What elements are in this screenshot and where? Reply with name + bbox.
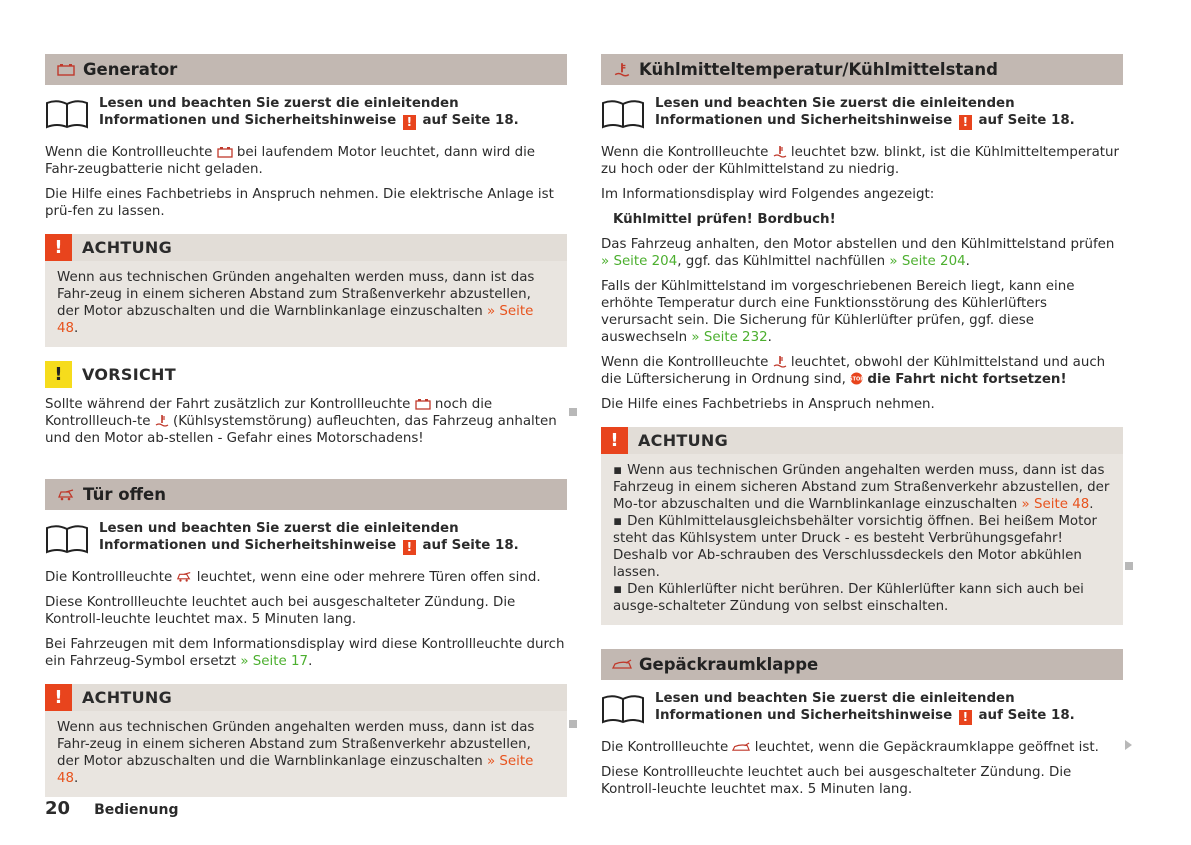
bullet-item: ▪ Wenn aus technischen Gründen angehalten werden muss, dann ist das Fahrzeug in einem sicheren Abstand zum Straßenverkehr abzustellen, der Mo-tor abzuschalten und die Warnblinkanlage einzuschalten » Seite 48. [613, 462, 1111, 513]
page-number: 20 [45, 798, 71, 819]
page-link[interactable]: » Seite 204 [889, 254, 966, 269]
stop-icon [850, 372, 863, 385]
warning-text: Wenn aus technischen Gründen angehalten werden muss, dann ist das Fahr-zeug in einem sicheren Abstand zum Straßenverkehr abzustellen, der Motor abzuschalten und die Warnblinkanlage einzuschalten » Seite 48. [57, 720, 535, 786]
paragraph: Das Fahrzeug anhalten, den Motor abstellen und den Kühlmittelstand prüfen » Seite 204, ggf. das Kühlmittel nachfüllen » Seite 204. [601, 237, 1115, 269]
page-footer [45, 800, 178, 819]
read-note-suffix: auf Seite 18. [978, 113, 1075, 128]
warning-icon: ! [601, 427, 628, 454]
book-icon [45, 99, 89, 129]
warning-icon: ! [403, 540, 416, 555]
paragraph: Diese Kontrollleuchte leuchtet auch bei ausgeschalteter Zündung. Die Kontroll-leuchte leuchtet max. 5 Minuten lang. [601, 765, 1072, 797]
read-note-text: Lesen und beachten Sie zuerst die einleitenden Informationen und Sicherheitshinweise [655, 691, 1015, 723]
paragraph: Falls der Kühlmittelstand im vorgeschriebenen Bereich liegt, kann eine erhöhte Temperatur durch eine Funktionsstörung des Kühlerlüfters verursacht sein. Die Sicherung für Kühlerlüfter prüfen, ggf. diese auswechseln » Seite 232. [601, 279, 1075, 345]
warning-block [45, 684, 567, 797]
paragraph: Wenn die Kontrollleuchte leuchtet bzw. blinkt, ist die Kühlmitteltemperatur zu hoch oder der Kühlmittelstand zu niedrig. [601, 145, 1120, 177]
section-end-marker [569, 720, 577, 728]
battery-icon [415, 398, 431, 410]
caution-title: VORSICHT [82, 365, 176, 384]
section-end-marker [569, 408, 577, 416]
door-open-icon [57, 488, 75, 502]
warning-icon: ! [403, 115, 416, 130]
caution-icon: ! [45, 361, 72, 388]
page-link[interactable]: » Seite 204 [601, 254, 678, 269]
read-note [601, 690, 1123, 725]
warning-text [601, 454, 1123, 615]
section-header-tuer-offen [45, 479, 567, 510]
paragraph: Die Kontrollleuchte leuchtet, wenn die Gepäckraumklappe geöffnet ist. [601, 740, 1099, 755]
bullet-item: ▪ Den Kühlmittelausgleichsbehälter vorsichtig öffnen. Bei heißem Motor steht das Kühlsystem unter Druck - es besteht Verbrühungsgefahr! Deshalb vor Ab-schrauben des Verschlussdeckels den Motor abkühlen lassen. [613, 513, 1111, 581]
continue-arrow-icon [1125, 740, 1132, 750]
section-end-marker [1125, 562, 1133, 570]
paragraph: Im Informationsdisplay wird Folgendes angezeigt: [601, 187, 935, 202]
left-column [45, 54, 567, 797]
coolant-icon [773, 145, 787, 158]
paragraph: Die Hilfe eines Fachbetriebs in Anspruch nehmen. [601, 397, 935, 412]
book-icon [45, 524, 89, 554]
read-note-text: Lesen und beachten Sie zuerst die einleitenden Informationen und Sicherheitshinweise [99, 96, 459, 128]
warning-title: ACHTUNG [638, 431, 729, 450]
coolant-icon [773, 355, 787, 368]
paragraph: Wenn die Kontrollleuchte leuchtet, obwohl der Kühlmittelstand und auch die Lüftersicherung in Ordnung sind, STOP die Fahrt nicht fortsetzen! [601, 355, 1106, 387]
read-note [45, 520, 567, 555]
trunk-open-icon [732, 742, 750, 753]
battery-icon [57, 63, 75, 77]
section-header-generator [45, 54, 567, 85]
warning-icon: ! [45, 234, 72, 261]
caution-text: Sollte während der Fahrt zusätzlich zur Kontrollleuchte noch die Kontrollleuch-te (Kühlsystemstörung) aufleuchten, das Fahrzeug anhalten und den Motor ab-stellen - Gefahr eines Motorschadens! [45, 397, 557, 446]
paragraph: Wenn die Kontrollleuchte bei laufendem Motor leuchtet, dann wird die Fahr-zeugbatterie nicht geladen. [45, 145, 536, 177]
warning-icon: ! [959, 710, 972, 725]
page-link[interactable]: » Seite 17 [240, 654, 309, 669]
read-note-suffix: auf Seite 18. [422, 538, 519, 553]
section-title: Generator [83, 60, 178, 79]
warning-icon: ! [959, 115, 972, 130]
page-link[interactable]: » Seite 48 [1021, 497, 1090, 512]
page-link[interactable]: » Seite 232 [691, 330, 768, 345]
read-note-suffix: auf Seite 18. [422, 113, 519, 128]
read-note [601, 95, 1123, 130]
bullet-item: ▪ Den Kühlerlüfter nicht berühren. Der Kühlerlüfter kann sich auch bei ausge-schalteter Zündung von selbst einschalten. [613, 581, 1111, 615]
battery-icon [217, 146, 233, 158]
warning-text: Wenn aus technischen Gründen angehalten werden muss, dann ist das Fahr-zeug in einem sicheren Abstand zum Straßenverkehr abzustellen, der Motor abzuschalten und die Warnblinkanlage einzuschalten » Seite 48. [57, 270, 535, 336]
paragraph: Bei Fahrzeugen mit dem Informationsdisplay wird diese Kontrollleuchte durch ein Fahrzeug-Symbol ersetzt » Seite 17. [45, 637, 565, 669]
read-note-suffix: auf Seite 18. [978, 708, 1075, 723]
door-open-icon [176, 571, 192, 583]
section-header-gepaeckraumklappe [601, 649, 1123, 680]
paragraph: Diese Kontrollleuchte leuchtet auch bei ausgeschalteter Zündung. Die Kontroll-leuchte leuchtet max. 5 Minuten lang. [45, 595, 516, 627]
book-icon [601, 694, 645, 724]
section-header-kuehlmittel [601, 54, 1123, 85]
read-note-text: Lesen und beachten Sie zuerst die einleitenden Informationen und Sicherheitshinweise [99, 521, 459, 553]
caution-header [45, 361, 567, 388]
paragraph: Die Hilfe eines Fachbetriebs in Anspruch nehmen. Die elektrische Anlage ist prü-fen zu lassen. [45, 187, 554, 219]
section-title: Kühlmitteltemperatur/Kühlmittelstand [639, 60, 998, 79]
display-message: Kühlmittel prüfen! Bordbuch! [613, 212, 836, 227]
coolant-icon [155, 414, 169, 427]
page-link[interactable]: » Seite 48 [57, 754, 534, 786]
chapter-title: Bedienung [94, 802, 179, 818]
section-title: Tür offen [83, 485, 166, 504]
trunk-open-icon [613, 658, 631, 672]
warning-icon: ! [45, 684, 72, 711]
read-note [45, 95, 567, 130]
warning-title: ACHTUNG [82, 238, 173, 257]
page-link[interactable]: » Seite 48 [57, 304, 534, 336]
book-icon [601, 99, 645, 129]
warning-title: ACHTUNG [82, 688, 173, 707]
warning-block [601, 427, 1123, 625]
coolant-icon [613, 63, 631, 77]
right-column [601, 54, 1123, 798]
read-note-text: Lesen und beachten Sie zuerst die einleitenden Informationen und Sicherheitshinweise [655, 96, 1015, 128]
paragraph: Die Kontrollleuchte leuchtet, wenn eine oder mehrere Türen offen sind. [45, 570, 541, 585]
section-title: Gepäckraumklappe [639, 655, 819, 674]
svg-text:STOP: STOP [849, 376, 865, 383]
warning-block [45, 234, 567, 347]
